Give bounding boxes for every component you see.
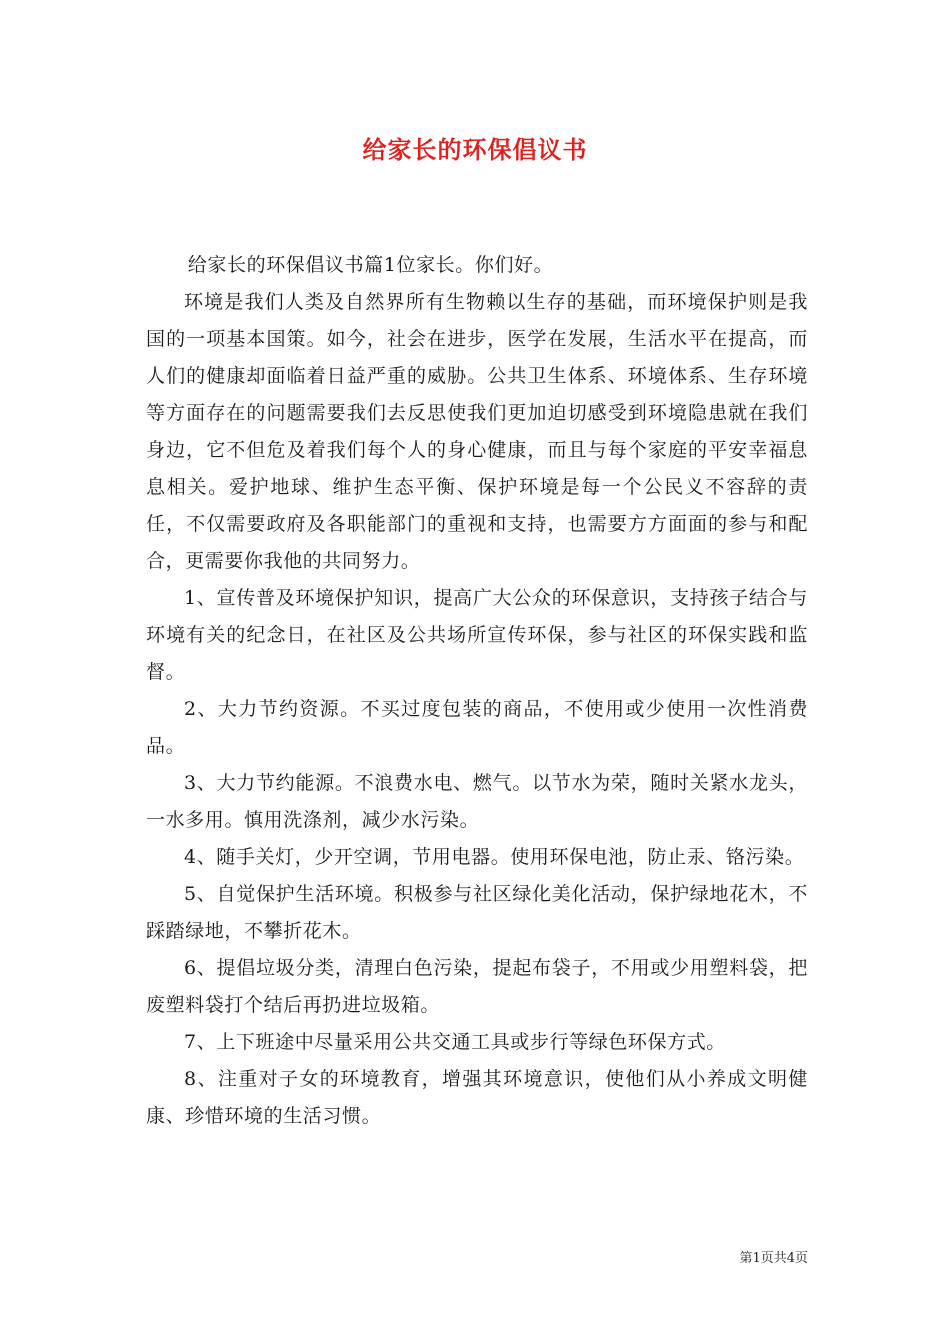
item-paragraph-1: 1、宣传普及环境保护知识，提高广大公众的环保意识，支持孩子结合与环境有关的纪念日，在社区及公共场所宣传环保，参与社区的环保实践和监督。 <box>146 587 808 683</box>
intro-paragraph: 给家长的环保倡议书篇1位家长。你们好。 <box>187 254 554 276</box>
main-paragraph: 环境是我们人类及自然界所有生物赖以生存的基础，而环境保护则是我国的一项基本国策。如今，社会在进步，医学在发展，生活水平在提高，而人们的健康却面临着日益严重的威胁。公共卫生体系、环境体系、生存环境等方面存在的问题需要我们去反思使我们更加迫切感受到环境隐患就在我们身边，它不但危及着我们每个人的身心健康，而且与每个家庭的平安幸福息息相关。爱护地球、维护生态平衡、保护环境是每一个公民义不容辞的责任，不仅需要政府及各职能部门的重视和支持，也需要方方面面的参与和配合，更需要你我他的共同努力。 <box>146 291 808 572</box>
item-paragraph-3: 3、大力节约能源。不浪费水电、燃气。以节水为荣，随时关紧水龙头，一水多用。慎用洗涤剂，减少水污染。 <box>146 772 808 831</box>
item-paragraph-4: 4、随手关灯，少开空调，节用电器。使用环保电池，防止汞、铬污染。 <box>184 846 805 868</box>
page-number-footer: 第1页共4页 <box>739 1251 808 1266</box>
item-paragraph-8: 8、注重对子女的环境教育，增强其环境意识，使他们从小养成文明健康、珍惜环境的生活习惯。 <box>146 1068 808 1127</box>
item-paragraph-7: 7、上下班途中尽量采用公共交通工具或步行等绿色环保方式。 <box>184 1031 726 1053</box>
document-title: 给家长的环保倡议书 <box>362 135 588 164</box>
document-body <box>146 247 808 1135</box>
item-paragraph-5: 5、自觉保护生活环境。积极参与社区绿化美化活动，保护绿地花木，不踩踏绿地，不攀折花木。 <box>146 883 808 942</box>
item-paragraph-2: 2、大力节约资源。不买过度包装的商品，不使用或少使用一次性消费品。 <box>146 698 808 757</box>
item-paragraph-6: 6、提倡垃圾分类，清理白色污染，提起布袋子，不用或少用塑料袋，把废塑料袋打个结后再扔进垃圾箱。 <box>146 957 808 1016</box>
